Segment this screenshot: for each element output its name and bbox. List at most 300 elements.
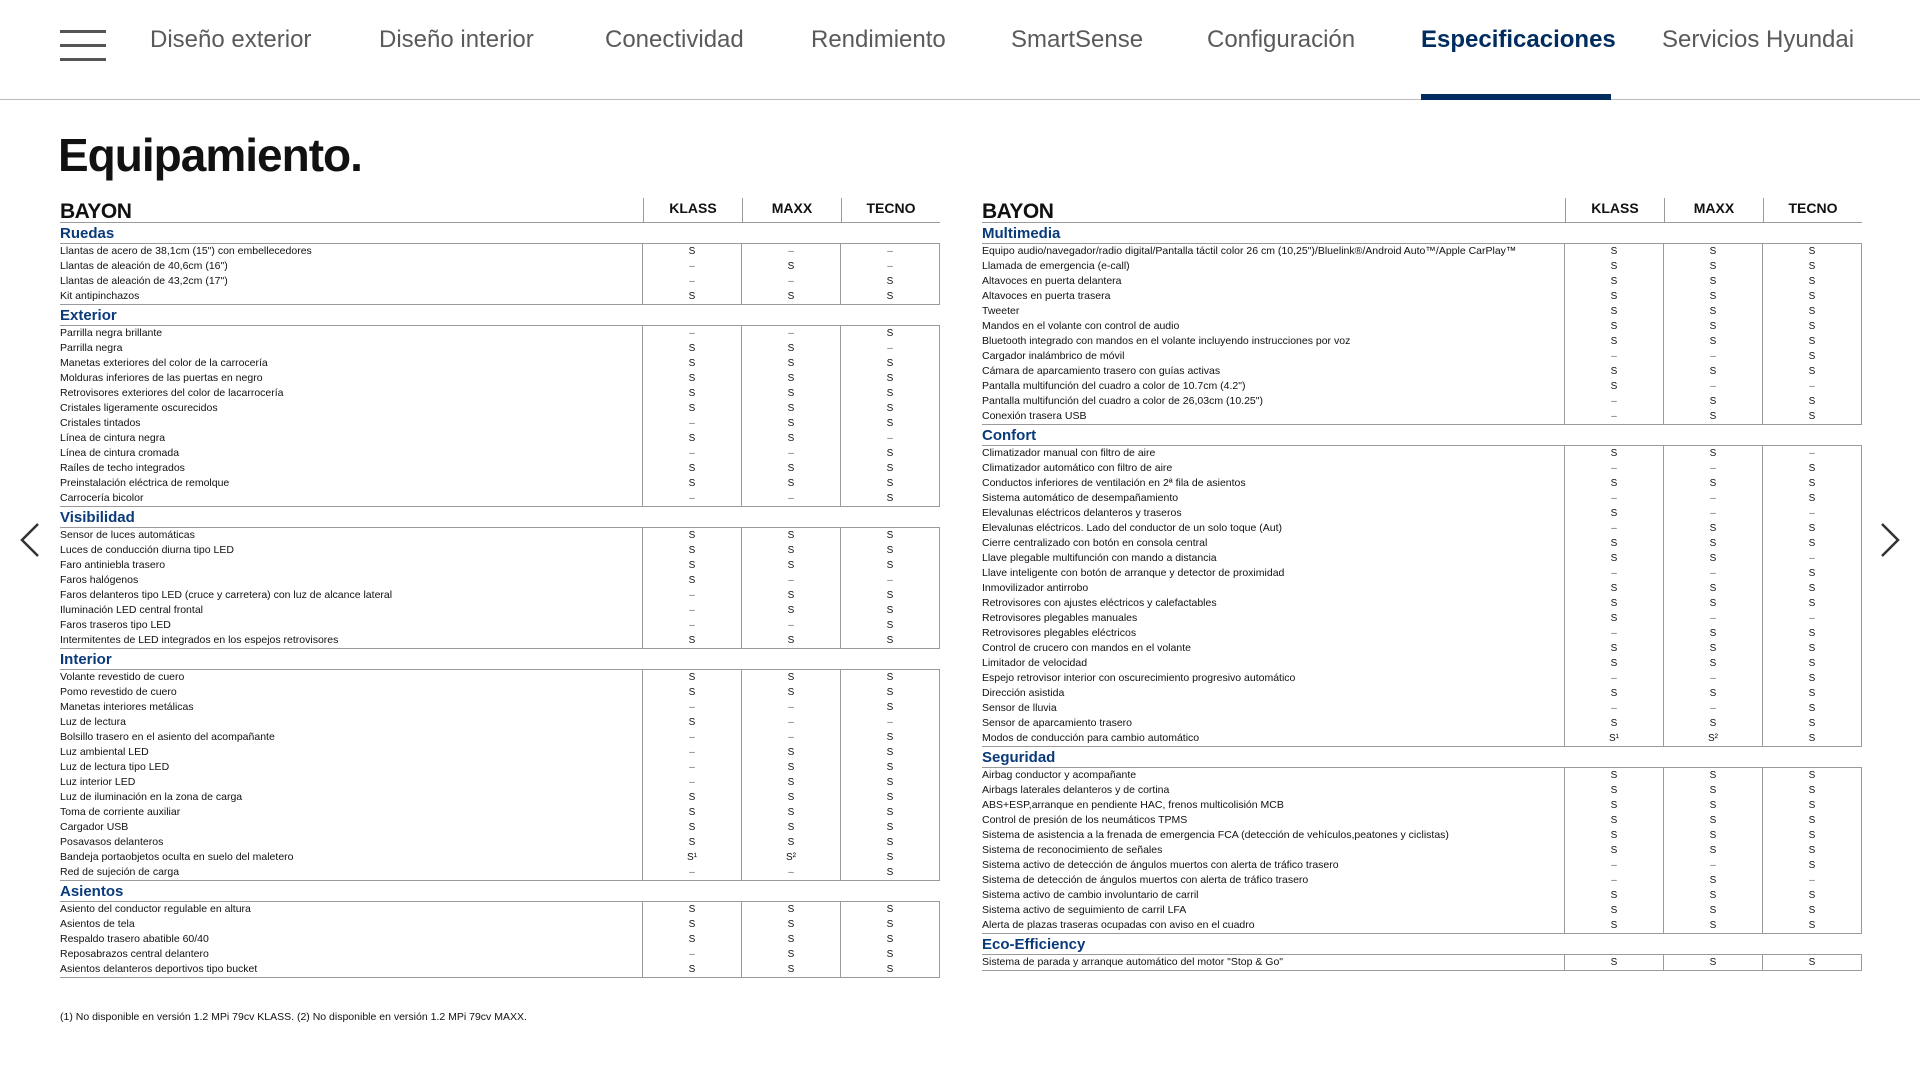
availability-cell: –	[642, 491, 741, 506]
availability-cell: –	[741, 715, 840, 730]
availability-cell: –	[741, 446, 840, 461]
availability-cell: –	[1663, 349, 1762, 364]
table-row	[60, 543, 939, 558]
availability-cell: S	[1564, 903, 1663, 918]
availability-cell: S	[840, 730, 939, 745]
feature-name: Manetas interiores metálicas	[60, 701, 194, 713]
availability-cell: –	[741, 244, 840, 259]
availability-cell: S	[1663, 888, 1762, 903]
availability-cell: S	[840, 850, 939, 865]
availability-cell: –	[642, 274, 741, 289]
table-row	[982, 596, 1861, 611]
feature-name: Sistema activo de cambio involuntario de carril	[982, 889, 1199, 901]
availability-cell: S	[642, 528, 741, 543]
availability-cell: –	[840, 715, 939, 730]
availability-cell: S	[1564, 813, 1663, 828]
feature-name: Reposabrazos central delantero	[60, 948, 209, 960]
feature-name: Luces de conducción diurna tipo LED	[60, 544, 234, 556]
availability-cell: S	[1762, 319, 1861, 334]
availability-cell: S	[1762, 461, 1861, 476]
availability-cell: S	[1663, 476, 1762, 491]
feature-name: Pomo revestido de cuero	[60, 686, 177, 698]
availability-cell: –	[1663, 671, 1762, 686]
nav-tab-configuracion[interactable]: Configuración	[1207, 26, 1356, 53]
availability-cell: S	[741, 962, 840, 977]
availability-cell: S	[741, 558, 840, 573]
availability-cell: S	[1762, 813, 1861, 828]
section-rows	[982, 767, 1862, 934]
availability-cell: S	[741, 588, 840, 603]
section-rows	[982, 243, 1862, 425]
availability-cell: S	[741, 386, 840, 401]
availability-cell: S	[840, 618, 939, 633]
table-row	[982, 334, 1861, 349]
availability-cell: S	[1564, 768, 1663, 783]
table-header	[60, 198, 940, 223]
availability-cell: S	[741, 356, 840, 371]
section-rows	[60, 325, 940, 507]
section-rows	[982, 954, 1862, 971]
feature-name: Airbags laterales delanteros y de cortina	[982, 784, 1170, 796]
model-name: BAYON	[60, 200, 132, 223]
feature-name: Preinstalación eléctrica de remolque	[60, 477, 230, 489]
availability-cell: S	[840, 371, 939, 386]
menu-icon[interactable]	[60, 30, 106, 62]
table-row	[982, 364, 1861, 379]
availability-cell: S	[1663, 334, 1762, 349]
availability-cell: S	[642, 790, 741, 805]
availability-cell: S	[1564, 476, 1663, 491]
availability-cell: S	[840, 446, 939, 461]
availability-cell: S	[642, 685, 741, 700]
availability-cell: S	[741, 289, 840, 304]
availability-cell: –	[741, 730, 840, 745]
table-row	[60, 618, 939, 633]
availability-cell: S	[1564, 611, 1663, 626]
availability-cell: S	[1564, 334, 1663, 349]
availability-cell: S	[1663, 244, 1762, 259]
feature-name: Retrovisores plegables eléctricos	[982, 627, 1137, 639]
table-row	[982, 259, 1861, 274]
table-row	[982, 888, 1861, 903]
availability-cell: S	[1663, 716, 1762, 731]
availability-cell: –	[1762, 611, 1861, 626]
availability-cell: –	[1663, 858, 1762, 873]
availability-cell: –	[1564, 701, 1663, 716]
feature-name: Llantas de aleación de 40,6cm (16")	[60, 260, 228, 272]
feature-name: Espejo retrovisor interior con oscurecimiento progresivo automático	[982, 672, 1296, 684]
availability-cell: S	[642, 805, 741, 820]
availability-cell: S	[1564, 244, 1663, 259]
table-row	[60, 962, 939, 977]
table-row	[60, 431, 939, 446]
feature-name: Línea de cintura cromada	[60, 447, 180, 459]
table-row	[60, 244, 939, 259]
availability-cell: S	[741, 431, 840, 446]
availability-cell: S	[840, 401, 939, 416]
feature-name: Carrocería bicolor	[60, 492, 144, 504]
table-row	[982, 274, 1861, 289]
table-row	[982, 828, 1861, 843]
table-row	[60, 932, 939, 947]
availability-cell: S	[741, 947, 840, 962]
availability-cell: S	[840, 700, 939, 715]
availability-cell: S	[741, 760, 840, 775]
feature-name: Mandos en el volante con control de audio	[982, 320, 1180, 332]
availability-cell: S	[741, 685, 840, 700]
section-title: Exterior	[60, 307, 117, 324]
table-row	[60, 745, 939, 760]
table-row	[60, 685, 939, 700]
availability-cell: S²	[1663, 731, 1762, 746]
section-rows	[60, 901, 940, 978]
availability-cell: S	[1762, 888, 1861, 903]
table-row	[60, 775, 939, 790]
table-row	[982, 536, 1861, 551]
feature-name: Llamada de emergencia (e-call)	[982, 260, 1130, 272]
availability-cell: S	[1762, 536, 1861, 551]
table-row	[60, 850, 939, 865]
availability-cell: S	[840, 274, 939, 289]
availability-cell: S	[642, 356, 741, 371]
table-row	[982, 858, 1861, 873]
availability-cell: S	[741, 835, 840, 850]
availability-cell: –	[642, 700, 741, 715]
feature-name: Raíles de techo integrados	[60, 462, 185, 474]
availability-cell: S	[1663, 798, 1762, 813]
availability-cell: S	[1564, 686, 1663, 701]
section-title: Visibilidad	[60, 509, 135, 526]
table-row	[982, 409, 1861, 424]
availability-cell: S	[840, 603, 939, 618]
availability-cell: S	[741, 633, 840, 648]
feature-name: Molduras inferiores de las puertas en negro	[60, 372, 263, 384]
feature-name: Climatizador automático con filtro de aire	[982, 462, 1173, 474]
availability-cell: –	[1663, 701, 1762, 716]
availability-cell: S	[642, 386, 741, 401]
availability-cell: S	[642, 932, 741, 947]
availability-cell: –	[1564, 409, 1663, 424]
feature-name: Sistema de detección de ángulos muertos con alerta de tráfico trasero	[982, 874, 1309, 886]
availability-cell: S¹	[1564, 731, 1663, 746]
availability-cell: S	[1762, 581, 1861, 596]
availability-cell: S	[1564, 596, 1663, 611]
table-row	[60, 356, 939, 371]
availability-cell: –	[642, 730, 741, 745]
feature-name: Equipo audio/navegador/radio digital/Pantalla táctil color 26 cm (10,25")/Bluelink®/Android Auto™/Apple CarPlay™	[982, 245, 1517, 257]
table-row	[60, 790, 939, 805]
availability-cell: –	[741, 491, 840, 506]
availability-cell: S	[1564, 955, 1663, 970]
availability-cell: S	[1762, 918, 1861, 933]
availability-cell: S	[840, 326, 939, 341]
feature-name: Tweeter	[982, 305, 1020, 317]
table-row	[982, 349, 1861, 364]
table-row	[982, 551, 1861, 566]
feature-name: Pantalla multifunción del cuadro a color de 26,03cm (10.25")	[982, 395, 1263, 407]
nav-tab-diseno-exterior[interactable]: Diseño exterior	[150, 26, 312, 53]
feature-name: Luz ambiental LED	[60, 746, 149, 758]
availability-cell: –	[840, 341, 939, 356]
table-row	[60, 633, 939, 648]
availability-cell: S	[840, 528, 939, 543]
feature-name: Cargador USB	[60, 821, 129, 833]
availability-cell: S	[1762, 731, 1861, 746]
feature-name: Intermitentes de LED integrados en los espejos retrovisores	[60, 634, 339, 646]
availability-cell: S	[642, 670, 741, 685]
availability-cell: –	[1762, 551, 1861, 566]
table-row	[982, 955, 1861, 970]
table-row	[60, 700, 939, 715]
nav-tab-diseno-interior[interactable]: Diseño interior	[379, 26, 534, 53]
availability-cell: –	[1564, 671, 1663, 686]
availability-cell: S	[840, 820, 939, 835]
section-rows	[60, 669, 940, 881]
availability-cell: S	[1762, 304, 1861, 319]
availability-cell: S	[741, 745, 840, 760]
nav-tab-rendimiento[interactable]: Rendimiento	[811, 26, 946, 53]
nav-tab-smartsense[interactable]: SmartSense	[1011, 26, 1144, 53]
table-row	[60, 603, 939, 618]
section-title: Asientos	[60, 883, 124, 900]
feature-name: Posavasos delanteros	[60, 836, 164, 848]
availability-cell: S	[1564, 364, 1663, 379]
table-row	[982, 918, 1861, 933]
feature-name: Inmovilizador antirrobo	[982, 582, 1089, 594]
availability-cell: S	[840, 775, 939, 790]
availability-cell: –	[1663, 611, 1762, 626]
availability-cell: S	[1564, 551, 1663, 566]
availability-cell: S	[1663, 289, 1762, 304]
availability-cell: S	[642, 431, 741, 446]
availability-cell: S	[1663, 768, 1762, 783]
availability-cell: S	[1564, 656, 1663, 671]
availability-cell: S	[741, 401, 840, 416]
availability-cell: S	[840, 543, 939, 558]
table-row	[982, 461, 1861, 476]
availability-cell: S	[741, 805, 840, 820]
feature-name: Faros halógenos	[60, 574, 139, 586]
availability-cell: –	[1663, 379, 1762, 394]
availability-cell: S	[1762, 491, 1861, 506]
availability-cell: –	[1564, 521, 1663, 536]
table-row	[60, 835, 939, 850]
feature-name: Elevalunas eléctricos. Lado del conductor de un solo toque (Aut)	[982, 522, 1283, 534]
nav-tab-servicios-hyundai[interactable]: Servicios Hyundai	[1662, 26, 1855, 53]
availability-cell: S	[840, 865, 939, 880]
table-row	[982, 783, 1861, 798]
feature-name: Modos de conducción para cambio automático	[982, 732, 1200, 744]
availability-cell: S	[1564, 319, 1663, 334]
availability-cell: S	[642, 962, 741, 977]
nav-tab-conectividad[interactable]: Conectividad	[605, 26, 744, 53]
availability-cell: S	[1762, 334, 1861, 349]
section-rows	[982, 445, 1862, 747]
feature-name: Faros traseros tipo LED	[60, 619, 171, 631]
feature-name: Bluetooth integrado con mandos en el volante incluyendo instrucciones por voz	[982, 335, 1351, 347]
equipment-table-left	[60, 198, 940, 978]
table-row	[60, 760, 939, 775]
availability-cell: –	[642, 588, 741, 603]
table-row	[60, 558, 939, 573]
availability-cell: S	[1663, 626, 1762, 641]
feature-name: ABS+ESP,arranque en pendiente HAC, frenos multicolisión MCB	[982, 799, 1284, 811]
availability-cell: S	[1663, 783, 1762, 798]
table-row	[982, 731, 1861, 746]
availability-cell: –	[642, 775, 741, 790]
availability-cell: S	[1564, 641, 1663, 656]
availability-cell: –	[1663, 491, 1762, 506]
table-row	[982, 394, 1861, 409]
section-title: Eco-Efficiency	[982, 936, 1086, 953]
availability-cell: S	[1762, 783, 1861, 798]
availability-cell: S	[1564, 716, 1663, 731]
table-row	[60, 401, 939, 416]
availability-cell: S	[1663, 364, 1762, 379]
feature-name: Sistema activo de seguimiento de carril LFA	[982, 904, 1187, 916]
availability-cell: S¹	[642, 850, 741, 865]
availability-cell: –	[642, 603, 741, 618]
next-arrow-icon[interactable]	[1876, 520, 1904, 560]
availability-cell: S	[642, 476, 741, 491]
availability-cell: S	[840, 790, 939, 805]
equipment-table-right	[982, 198, 1862, 971]
feature-name: Control de crucero con mandos en el volante	[982, 642, 1191, 654]
availability-cell: S	[1564, 828, 1663, 843]
table-row	[982, 611, 1861, 626]
availability-cell: S	[1564, 783, 1663, 798]
availability-cell: –	[642, 865, 741, 880]
availability-cell: –	[1564, 491, 1663, 506]
availability-cell: S	[840, 917, 939, 932]
section-title: Confort	[982, 427, 1037, 444]
feature-name: Retrovisores plegables manuales	[982, 612, 1138, 624]
availability-cell: S	[642, 835, 741, 850]
availability-cell: S	[642, 244, 741, 259]
availability-cell: S	[741, 932, 840, 947]
table-row	[982, 641, 1861, 656]
availability-cell: S	[1663, 304, 1762, 319]
top-navigation	[0, 0, 1920, 100]
feature-name: Conductos inferiores de ventilación en 2ª fila de asientos	[982, 477, 1246, 489]
availability-cell: S	[741, 902, 840, 917]
table-row	[982, 521, 1861, 536]
availability-cell: S	[840, 902, 939, 917]
table-row	[60, 805, 939, 820]
availability-cell: S	[1564, 446, 1663, 461]
table-row	[60, 820, 939, 835]
feature-name: Alerta de plazas traseras ocupadas con aviso en el cuadro	[982, 919, 1255, 931]
availability-cell: –	[642, 326, 741, 341]
feature-name: Bandeja portaobjetos oculta en suelo del maletero	[60, 851, 294, 863]
availability-cell: S	[840, 835, 939, 850]
availability-cell: S	[840, 356, 939, 371]
feature-name: Kit antipinchazos	[60, 290, 140, 302]
availability-cell: S	[1762, 394, 1861, 409]
availability-cell: S	[1663, 319, 1762, 334]
availability-cell: S	[1762, 274, 1861, 289]
availability-cell: S	[741, 528, 840, 543]
table-header	[982, 198, 1862, 223]
feature-name: Faro antiniebla trasero	[60, 559, 166, 571]
section-title: Ruedas	[60, 225, 115, 242]
availability-cell: S	[1564, 506, 1663, 521]
availability-cell: S	[1762, 641, 1861, 656]
availability-cell: S	[1564, 798, 1663, 813]
availability-cell: S	[741, 341, 840, 356]
feature-name: Bolsillo trasero en el asiento del acompañante	[60, 731, 275, 743]
feature-name: Volante revestido de cuero	[60, 671, 185, 683]
availability-cell: S	[741, 775, 840, 790]
feature-name: Luz de lectura tipo LED	[60, 761, 170, 773]
availability-cell: S	[1762, 364, 1861, 379]
table-row	[982, 319, 1861, 334]
previous-arrow-icon[interactable]	[16, 520, 44, 560]
feature-name: Sensor de luces automáticas	[60, 529, 195, 541]
page-title: Equipamiento.	[58, 129, 362, 181]
availability-cell: S	[642, 573, 741, 588]
availability-cell: S	[1564, 536, 1663, 551]
availability-cell: S	[840, 760, 939, 775]
table-row	[982, 873, 1861, 888]
table-row	[982, 843, 1861, 858]
table-row	[982, 903, 1861, 918]
table-row	[982, 566, 1861, 581]
availability-cell: S	[1663, 536, 1762, 551]
availability-cell: S	[1762, 259, 1861, 274]
section-rows	[60, 527, 940, 649]
availability-cell: S	[1564, 289, 1663, 304]
availability-cell: S	[1663, 828, 1762, 843]
availability-cell: S	[840, 633, 939, 648]
table-row	[982, 379, 1861, 394]
availability-cell: –	[1663, 566, 1762, 581]
table-row	[60, 461, 939, 476]
feature-name: Limitador de velocidad	[982, 657, 1088, 669]
availability-cell: S	[840, 289, 939, 304]
availability-cell: S	[642, 820, 741, 835]
availability-cell: S	[1762, 858, 1861, 873]
table-row	[982, 701, 1861, 716]
availability-cell: –	[741, 326, 840, 341]
nav-tab-especificaciones[interactable]: Especificaciones	[1421, 26, 1616, 53]
availability-cell: –	[741, 573, 840, 588]
availability-cell: –	[1564, 394, 1663, 409]
table-row	[60, 326, 939, 341]
table-row	[60, 528, 939, 543]
availability-cell: –	[642, 947, 741, 962]
table-row	[60, 715, 939, 730]
feature-name: Sistema de asistencia a la frenada de emergencia FCA (detección de vehículos,peatones y ciclistas)	[982, 829, 1449, 841]
availability-cell: S	[642, 633, 741, 648]
feature-name: Airbag conductor y acompañante	[982, 769, 1137, 781]
table-row	[60, 730, 939, 745]
section-title: Seguridad	[982, 749, 1056, 766]
availability-cell: S	[1762, 289, 1861, 304]
availability-cell: S	[1663, 903, 1762, 918]
availability-cell: S	[1663, 521, 1762, 536]
availability-cell: S	[1663, 686, 1762, 701]
section-title: Interior	[60, 651, 112, 668]
availability-cell: S	[1762, 828, 1861, 843]
availability-cell: S	[1762, 955, 1861, 970]
feature-name: Llave plegable multifunción con mando a distancia	[982, 552, 1217, 564]
table-row	[60, 289, 939, 304]
availability-cell: S	[840, 588, 939, 603]
feature-name: Faros delanteros tipo LED (cruce y carretera) con luz de alcance lateral	[60, 589, 393, 601]
availability-cell: S	[1564, 259, 1663, 274]
version-header: TECNO	[841, 198, 940, 222]
